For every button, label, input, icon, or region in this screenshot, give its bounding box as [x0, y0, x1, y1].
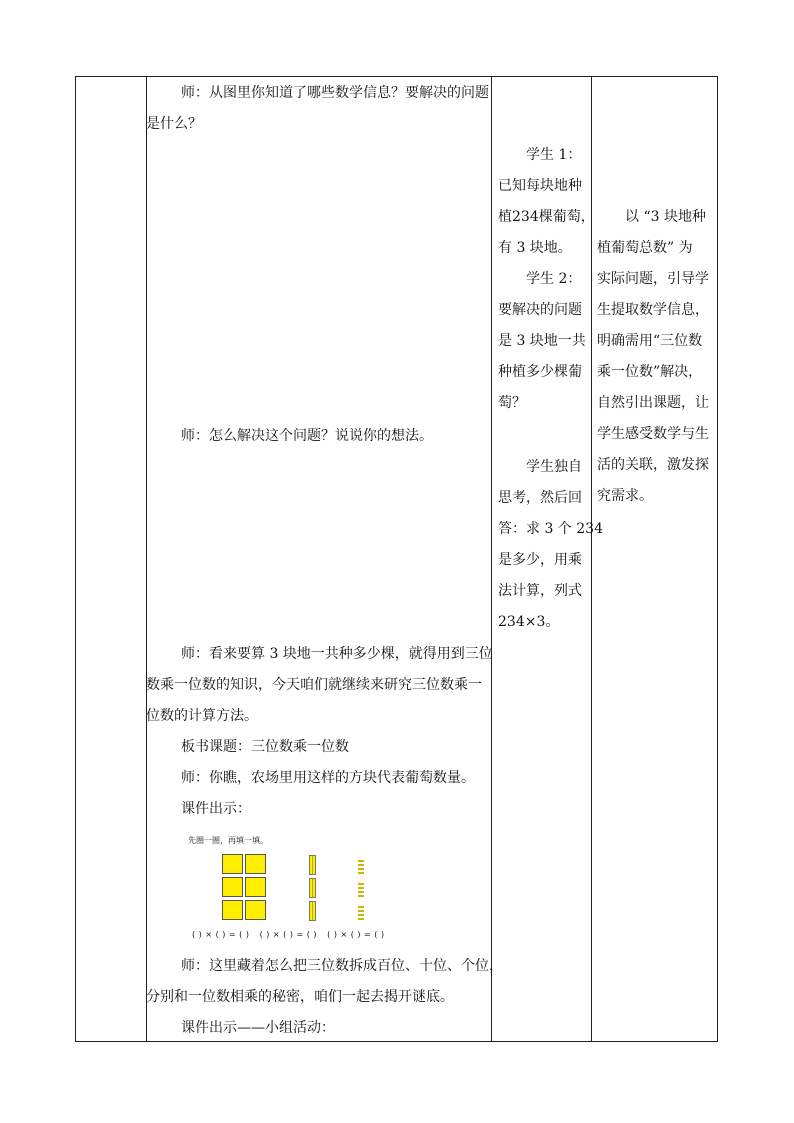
teacher-question-1-line1: 师：从图里你知道了哪些数学信息？要解决的问题	[181, 85, 489, 101]
unit-cube	[358, 906, 364, 908]
equation-ones: ( ) × ( ) = ( )	[327, 930, 385, 939]
courseware-figure	[184, 832, 420, 944]
hundred-block	[245, 854, 266, 874]
design-intent-line: 活的关联，激发探	[597, 457, 709, 473]
design-intent-line: 以 “3 块地种	[625, 209, 706, 225]
unit-cube	[358, 910, 364, 912]
hundred-block	[222, 900, 243, 920]
unit-cube	[358, 860, 364, 862]
student-2-label: 学生 2：	[526, 271, 582, 287]
unit-cube	[358, 872, 364, 874]
unit-cube	[358, 891, 364, 893]
teacher-explain-line2: 分别和一位数相乘的秘密，咱们一起去揭开谜底。	[146, 989, 454, 1005]
ten-rods	[309, 878, 316, 898]
column-divider	[146, 77, 147, 1041]
hundred-block	[245, 900, 266, 920]
unit-cube	[358, 914, 364, 916]
student-think-label: 学生独自	[526, 459, 582, 475]
unit-cube	[358, 868, 364, 870]
student-2-line: 萄？	[498, 395, 526, 411]
student-think-line: 是多少，用乘	[498, 552, 582, 568]
equation-hundreds: ( ) × ( ) = ( )	[192, 930, 249, 939]
figure-instruction: 先圈一圈，再填一填。	[188, 836, 268, 845]
design-intent-line: 自然引出课题，让	[597, 395, 709, 411]
courseware-label-2: 课件出示——小组活动：	[181, 1020, 335, 1036]
design-intent-line: 实际问题，引导学	[597, 271, 709, 287]
hundred-block	[245, 877, 266, 897]
hundred-block	[222, 854, 243, 874]
student-1-line: 已知每块地种	[498, 178, 582, 194]
design-intent-line: 学生感受数学与生	[597, 426, 709, 442]
design-intent-line: 植葡萄总数” 为	[597, 240, 693, 256]
equation-tens: ( ) × ( ) = ( )	[259, 930, 317, 939]
teacher-statement-blocks: 师：你瞧，农场里用这样的方块代表葡萄数量。	[181, 770, 475, 786]
student-2-line: 要解决的问题	[498, 302, 582, 318]
design-intent-line: 究需求。	[597, 488, 653, 504]
teacher-statement-line3: 位数的计算方法。	[146, 708, 258, 724]
unit-cube	[358, 883, 364, 885]
teacher-question-1-line2: 是什么？	[146, 116, 202, 132]
blackboard-title: 板书课题：三位数乘一位数	[181, 739, 349, 755]
student-1-label: 学生 1：	[526, 147, 582, 163]
student-1-line: 有 3 块地。	[498, 240, 572, 256]
teacher-explain-line1: 师：这里藏着怎么把三位数拆成百位、十位、个位，	[181, 958, 503, 974]
student-think-line: 答：求 3 个 234	[498, 521, 603, 537]
ten-rods	[309, 901, 316, 921]
design-intent-line: 生提取数学信息，	[597, 302, 709, 318]
student-think-line: 法计算，列式	[498, 583, 582, 599]
figure-equations	[192, 930, 384, 940]
unit-cube	[358, 918, 364, 920]
design-intent-line: 明确需用“三位数	[597, 333, 703, 349]
student-2-line: 是 3 块地一共	[498, 333, 586, 349]
design-intent-line: 乘一位数”解决，	[597, 364, 703, 380]
column-divider	[491, 77, 492, 1041]
student-think-line: 234×3。	[498, 614, 560, 630]
unit-cube	[358, 887, 364, 889]
student-2-line: 种植多少棵葡	[498, 364, 582, 380]
courseware-label-1: 课件出示：	[181, 801, 251, 817]
teacher-statement-line1: 师：看来要算 3 块地一共种多少棵，就得用到三位	[181, 646, 493, 662]
ten-rods	[309, 855, 316, 875]
unit-cube	[358, 864, 364, 866]
hundred-block	[222, 877, 243, 897]
student-1-line: 植234棵葡萄，	[498, 209, 595, 225]
student-think-line: 思考，然后回	[498, 490, 582, 506]
teacher-statement-line2: 数乘一位数的知识，今天咱们就继续来研究三位数乘一	[146, 677, 482, 693]
teacher-question-2: 师：怎么解决这个问题？说说你的想法。	[181, 428, 433, 444]
unit-cube	[358, 895, 364, 897]
